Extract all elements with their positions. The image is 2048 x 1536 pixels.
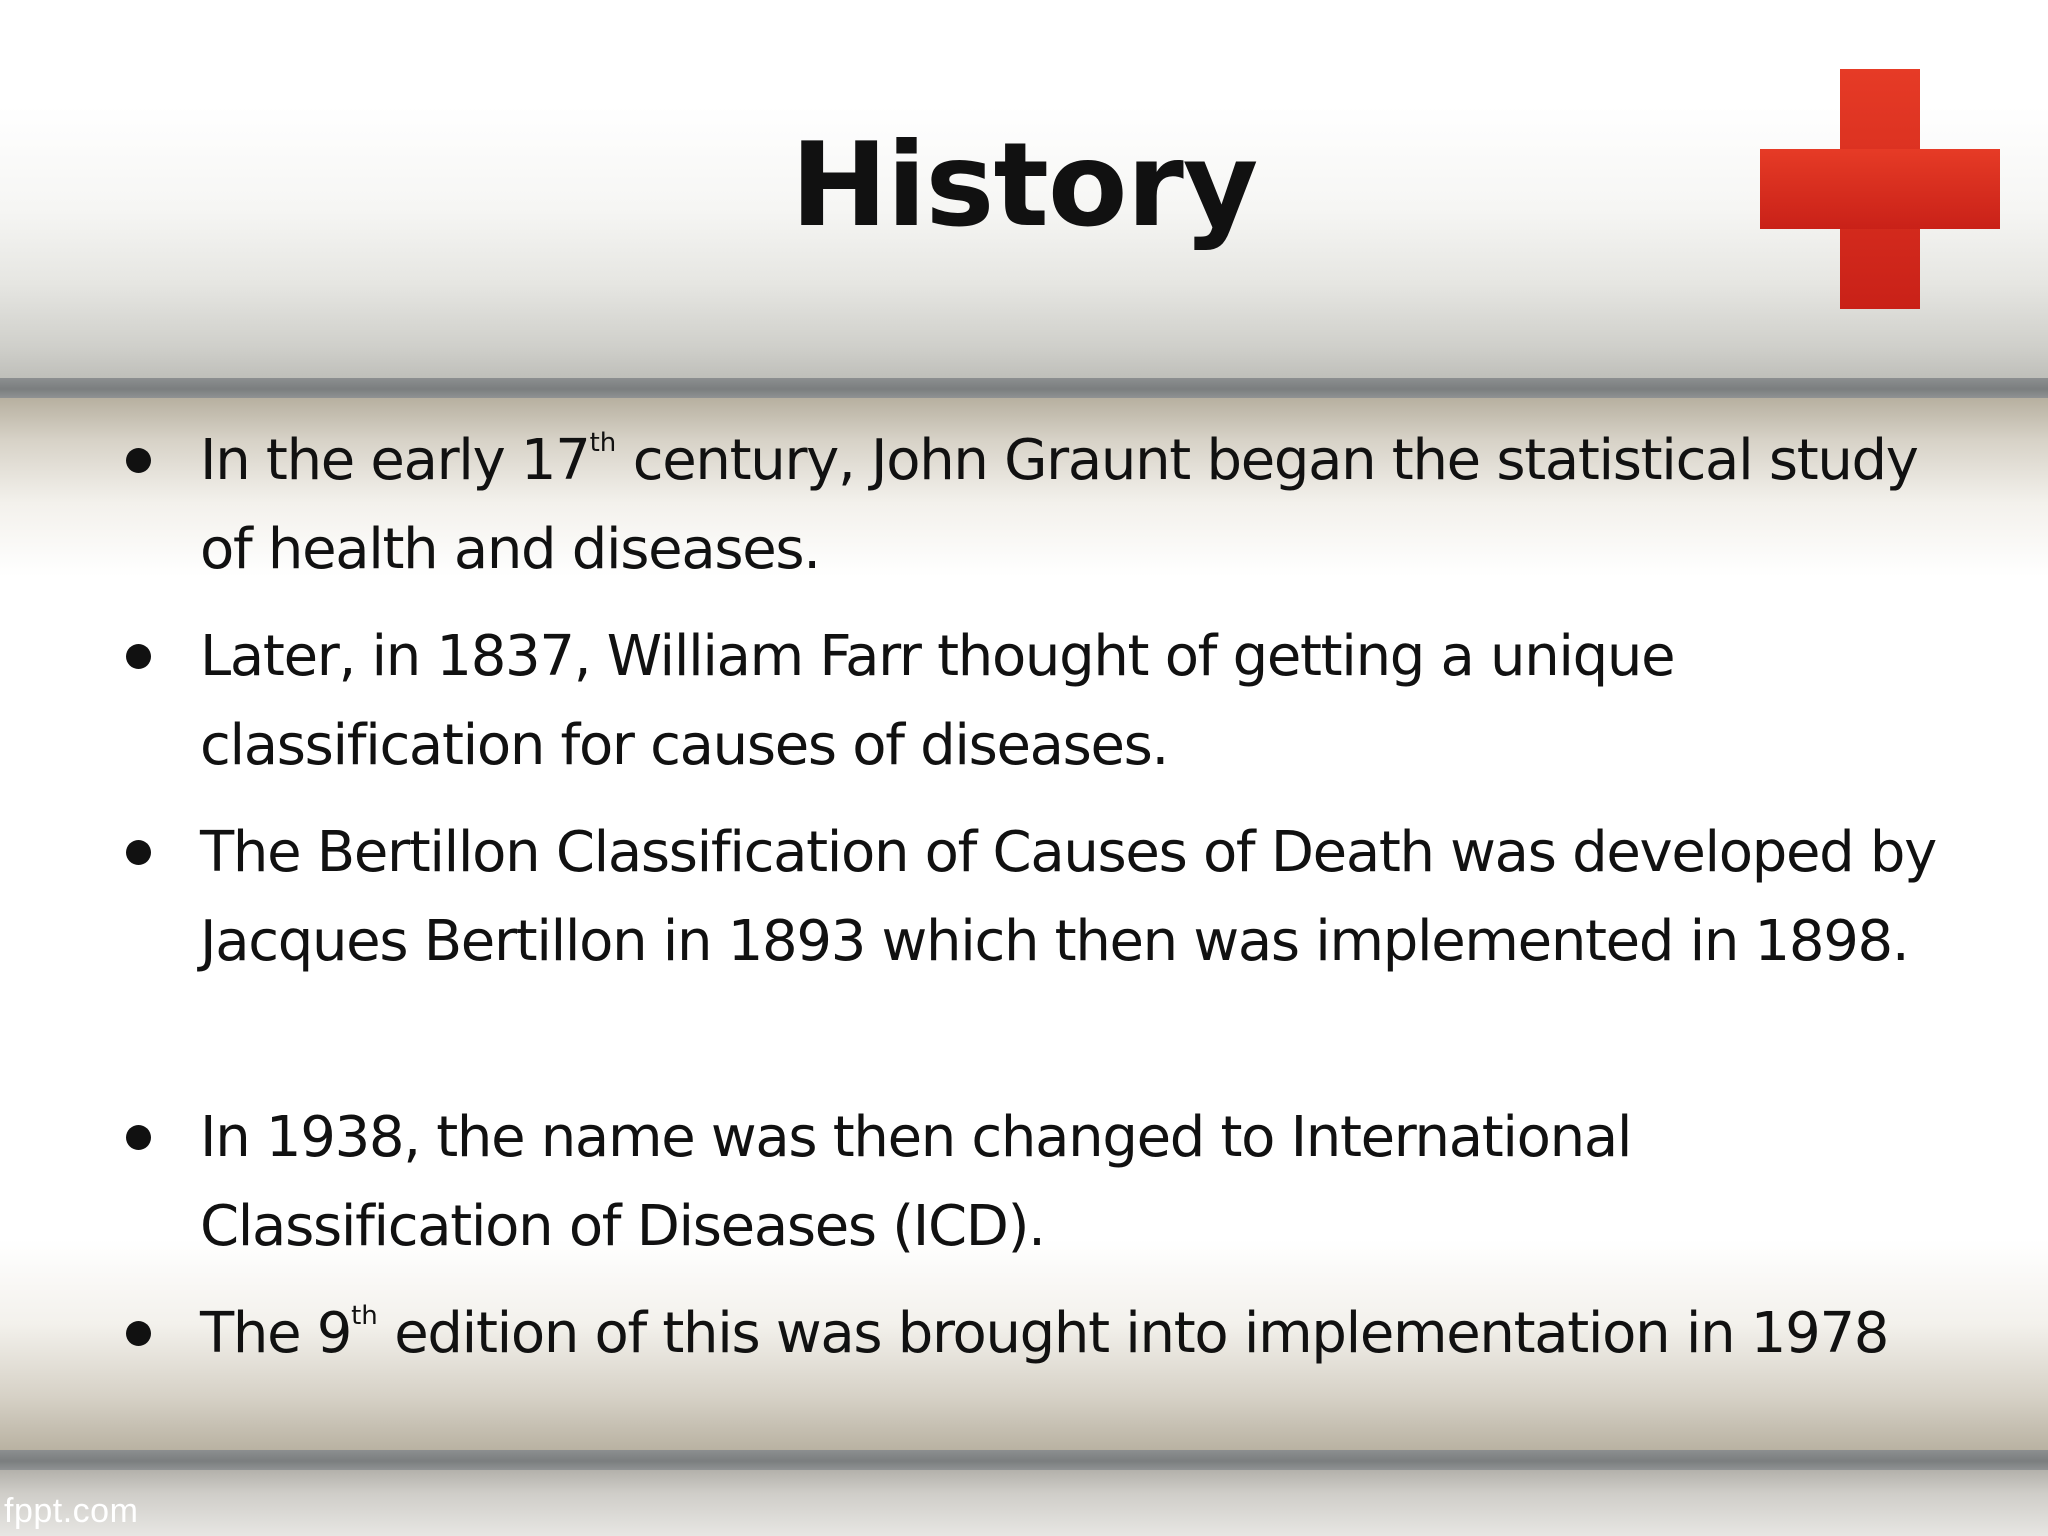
bullet-dot-icon (126, 1321, 151, 1346)
bullet-dot-icon (126, 840, 151, 865)
slide-title: History (790, 118, 1258, 253)
bullet-item (200, 1093, 1960, 1271)
bullet-text: In 1938, the name was then changed to International Classification of Diseases (ICD). (200, 1105, 1632, 1259)
bullet-text: Later, in 1837, William Farr thought of getting a unique classification for causes of diseases. (200, 624, 1675, 778)
bullet-text: edition of this was brought into implementation in 1978 (377, 1301, 1889, 1366)
bullet-item (200, 808, 1960, 986)
bullet-dot-icon (126, 1125, 151, 1150)
bullet-text: century, John Graunt began the statistical study of health and diseases. (200, 428, 1918, 582)
bullet-item (200, 416, 1960, 594)
ordinal-suffix: th (351, 1301, 378, 1331)
footer-brand: fppt.com (4, 1492, 139, 1530)
bullet-item (200, 612, 1960, 790)
ordinal-suffix: th (589, 428, 617, 458)
bullet-text: The 9 (200, 1301, 352, 1366)
bullet-dot-icon (126, 644, 151, 669)
bullet-text: In the early 17 (200, 428, 590, 493)
bullet-item (200, 1289, 1960, 1378)
bullet-dot-icon (126, 448, 151, 473)
bullet-text: The Bertillon Classification of Causes of Death was developed by Jacques Bertillon in 1893 which then was implemented in 1898. (200, 820, 1936, 974)
